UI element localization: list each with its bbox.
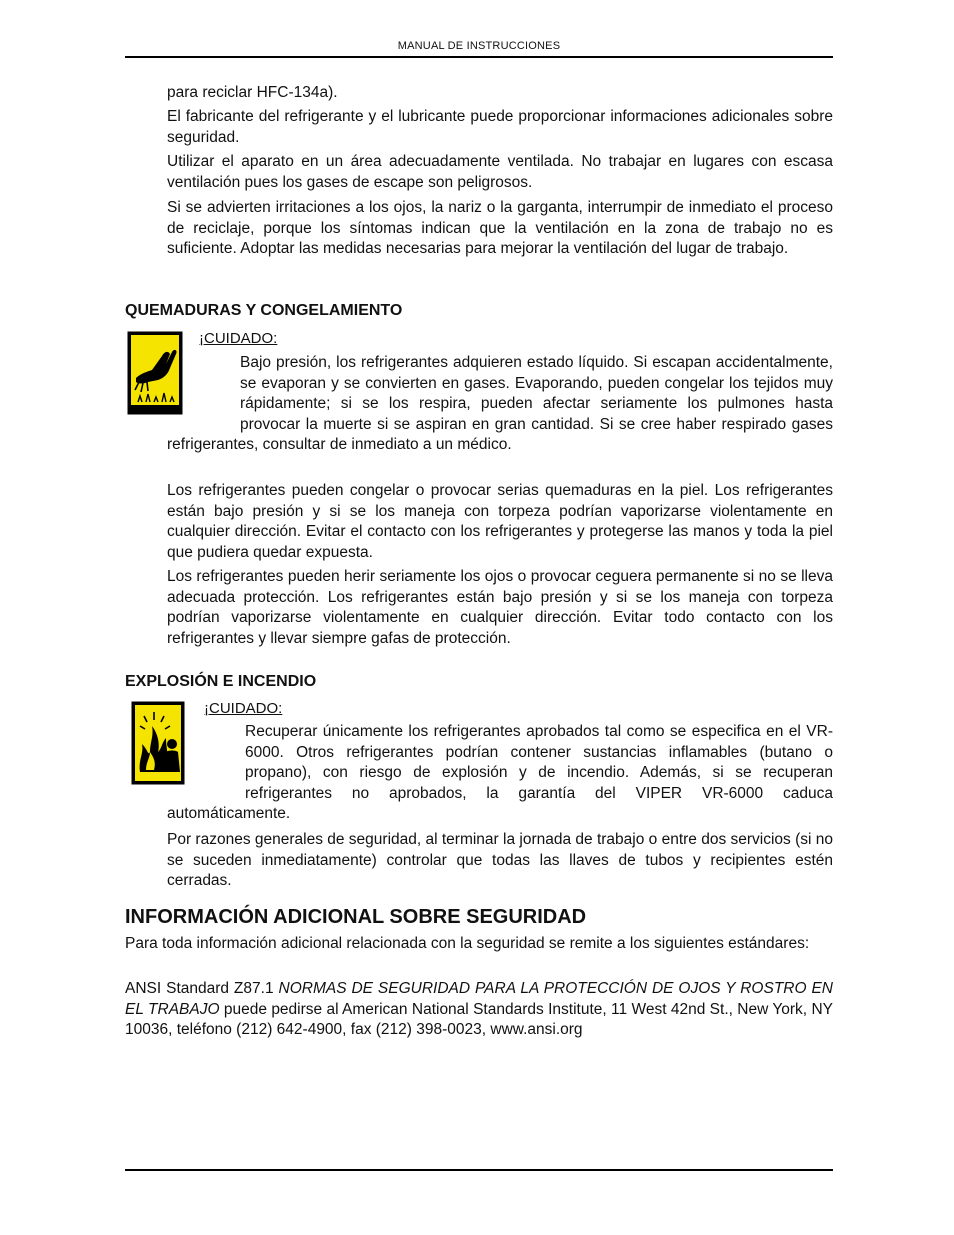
ansi-standard-title: NORMAS DE SEGURIDAD PARA LA PROTECCIÓN DE OJOS Y ROSTRO EN EL TRABAJO bbox=[125, 980, 834, 1018]
intro-paragraph-3: Utilizar el aparato en un área adecuadamente ventilada. No trabajar en lugares con escasa ventilación pues los gases de escape son peligrosos. bbox=[167, 153, 833, 191]
caution-label-fire: ¡CUIDADO: bbox=[204, 700, 283, 717]
intro-paragraph-4: Si se advierten irritaciones a los ojos, la nariz o la garganta, interrumpir de inmediato el proceso de reciclaje, porque los síntomas indican que la ventilación en la zona de trabajo no es suficiente. Adoptar las medidas necesarias para mejorar la ventilación del lugar de trabajo. bbox=[167, 199, 833, 258]
icon-wrap-spacer bbox=[167, 353, 240, 435]
caution-label-burns: ¡CUIDADO: bbox=[199, 330, 278, 347]
intro-paragraph-1: para reciclar HFC-134a). bbox=[167, 84, 338, 101]
page-header: MANUAL DE INSTRUCCIONES bbox=[397, 40, 561, 52]
intro-paragraph-2: El fabricante del refrigerante y el lubricante puede proporcionar informaciones adicionales sobre seguridad. bbox=[167, 108, 833, 146]
burns-paragraph-1: Bajo presión, los refrigerantes adquieren estado líquido. Si escapan accidentalmente, se evaporan y se convierten en gases. Evaporando, pueden congelar los tejidos muy rápidamente; si se los respira, pueden afectar seriamente los pulmones hasta provocar la muerte si se aspiran en gran cantidad. Si se cree haber respirado gases refrigerantes, consultar de inmediato a un médico. bbox=[167, 354, 833, 454]
icon-wrap-spacer bbox=[167, 722, 245, 804]
header-rule bbox=[125, 56, 833, 58]
additional-paragraph-1: Para toda información adicional relacionada con la seguridad se remite a los siguientes estándares: bbox=[125, 935, 810, 952]
ansi-reference: ANSI Standard Z87.1 NORMAS DE SEGURIDAD PARA LA PROTECCIÓN DE OJOS Y ROSTRO EN EL TRABAJO puede pedirse al American National Standards Institute, 11 West 42nd St., New York, NY 10036, teléfono (212) 642-4900, fax (212) 398-0023, www.ansi.org bbox=[125, 980, 834, 1039]
footer-rule bbox=[125, 1169, 833, 1171]
burns-paragraph-3: Los refrigerantes pueden herir seriamente los ojos o provocar ceguera permanente si no se lleva adecuada protección. Los refrigerantes están bajo presión y si se los maneja con torpeza podrían vaporizarse violentamente en cualquier dirección. Evitar todo contacto con los refrigerantes y llevar siempre gafas de protección. bbox=[167, 568, 833, 647]
burns-paragraph-2: Los refrigerantes pueden congelar o provocar serias quemaduras en la piel. Los refrigerantes están bajo presión y si se los maneja con torpeza podrían vaporizarse violentamente en cualquier dirección. Evitar el contacto con los refrigerantes y protegerse las manos y toda la piel que pudiera quedar expuesta. bbox=[167, 482, 833, 561]
fire-paragraph-1: Recuperar únicamente los refrigerantes aprobados tal como se especifica en el VR-6000. Otros refrigerantes podrían contener sustancias inflamables (butano o propano), con riesgo de explosión y de incendio. Además, si se recuperan refrigerantes no aprobados, la garantía del VIPER VR-6000 caduca automáticamente. bbox=[167, 723, 833, 823]
section-heading-additional: INFORMACIÓN ADICIONAL SOBRE SEGURIDAD bbox=[125, 906, 587, 928]
section-heading-burns: QUEMADURAS Y CONGELAMIENTO bbox=[125, 302, 403, 319]
section-heading-fire: EXPLOSIÓN E INCENDIO bbox=[125, 673, 317, 690]
fire-paragraph-2: Por razones generales de seguridad, al terminar la jornada de trabajo o entre dos servicios (si no se suceden inmediatamente) controlar que todas las llaves de tubos y recipientes estén cerradas. bbox=[167, 831, 834, 890]
